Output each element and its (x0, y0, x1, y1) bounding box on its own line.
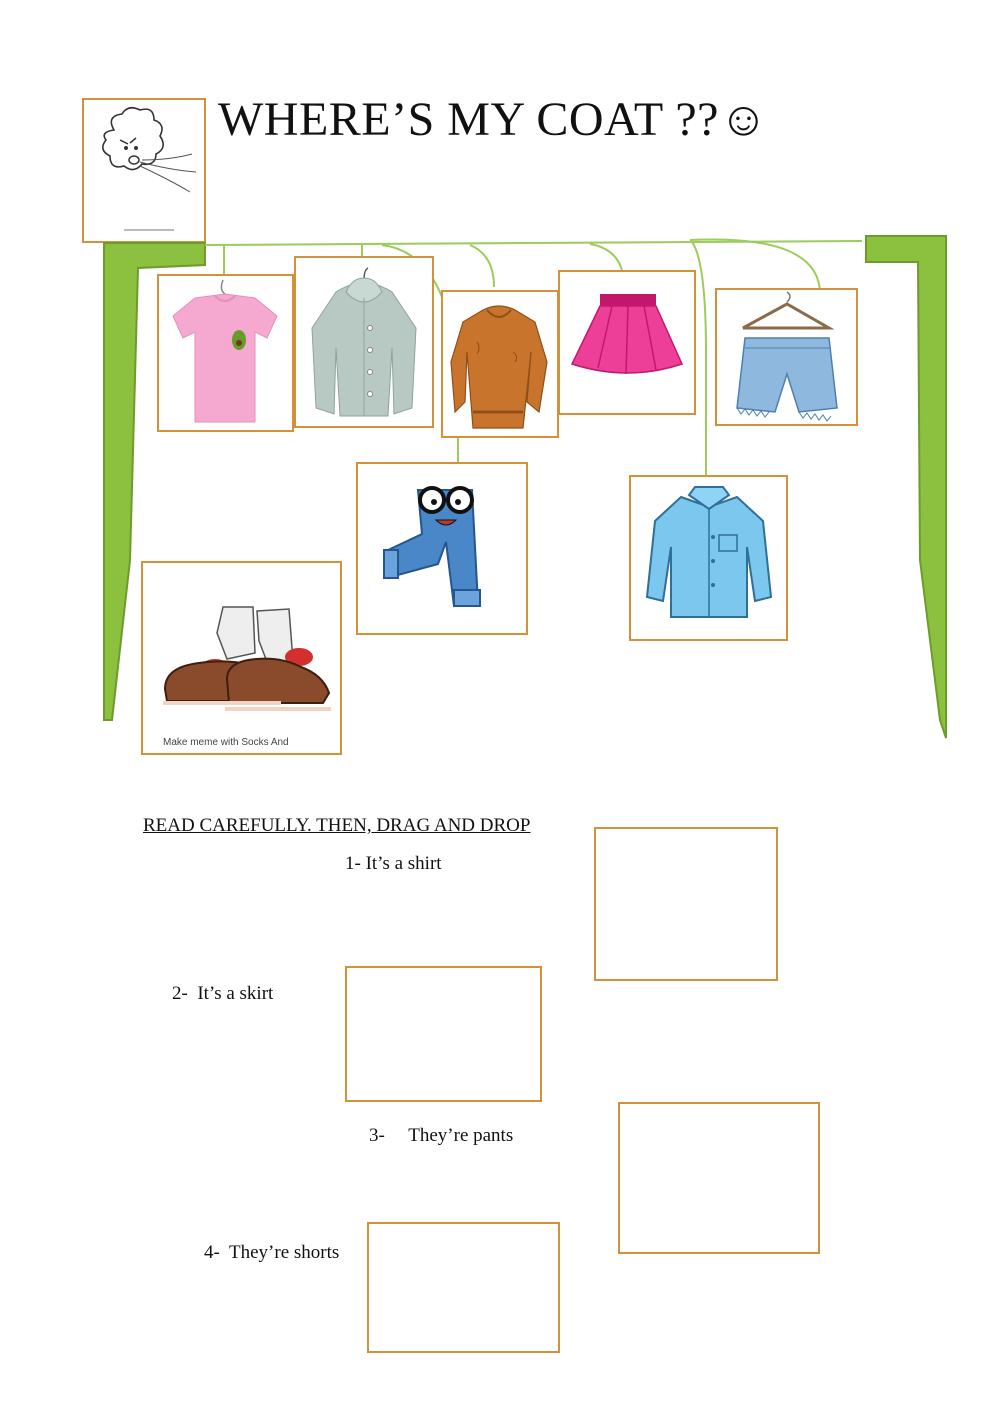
drop-zone-4[interactable] (367, 1222, 560, 1353)
question-4-text: They’re shorts (229, 1242, 340, 1263)
instructions-heading: READ CAREFULLY. THEN, DRAG AND DROP (143, 815, 531, 836)
pink-skirt-icon (560, 272, 694, 413)
tshirt-card[interactable] (157, 274, 294, 432)
cartoon-pants-icon (358, 464, 526, 633)
coat-card[interactable] (294, 256, 434, 428)
question-4 (204, 1242, 339, 1264)
shoes-socks-icon (143, 563, 340, 753)
drop-zone-2[interactable] (345, 966, 542, 1102)
green-coat-icon (296, 258, 432, 426)
pants-card[interactable] (356, 462, 528, 635)
page-title: WHERE’S MY COAT ??☺ (218, 93, 769, 146)
shirt-card[interactable] (629, 475, 788, 641)
pink-tshirt-icon (159, 276, 292, 430)
question-3-number: 3- (369, 1125, 385, 1146)
shoes-socks-card[interactable] (141, 561, 342, 755)
question-4-number: 4- (204, 1242, 220, 1263)
sweater-card[interactable] (441, 290, 559, 438)
shoes-caption: Make meme with Socks And (163, 737, 289, 748)
drop-zone-1[interactable] (594, 827, 778, 981)
drop-zone-3[interactable] (618, 1102, 820, 1254)
skirt-card[interactable] (558, 270, 696, 415)
blue-shirt-icon (631, 477, 786, 639)
question-2-number: 2- (172, 983, 188, 1004)
brown-sweater-icon (443, 292, 557, 436)
shorts-card[interactable] (715, 288, 858, 426)
question-3 (369, 1125, 513, 1147)
question-3-text: They’re pants (408, 1125, 514, 1146)
denim-shorts-icon (717, 290, 856, 424)
wardrobe-right-post (866, 236, 946, 738)
question-2 (172, 983, 273, 1005)
question-2-text: It’s a skirt (197, 983, 274, 1004)
question-1-number: 1- (345, 853, 361, 874)
question-1-text: It’s a shirt (365, 853, 442, 874)
question-1 (345, 853, 442, 875)
